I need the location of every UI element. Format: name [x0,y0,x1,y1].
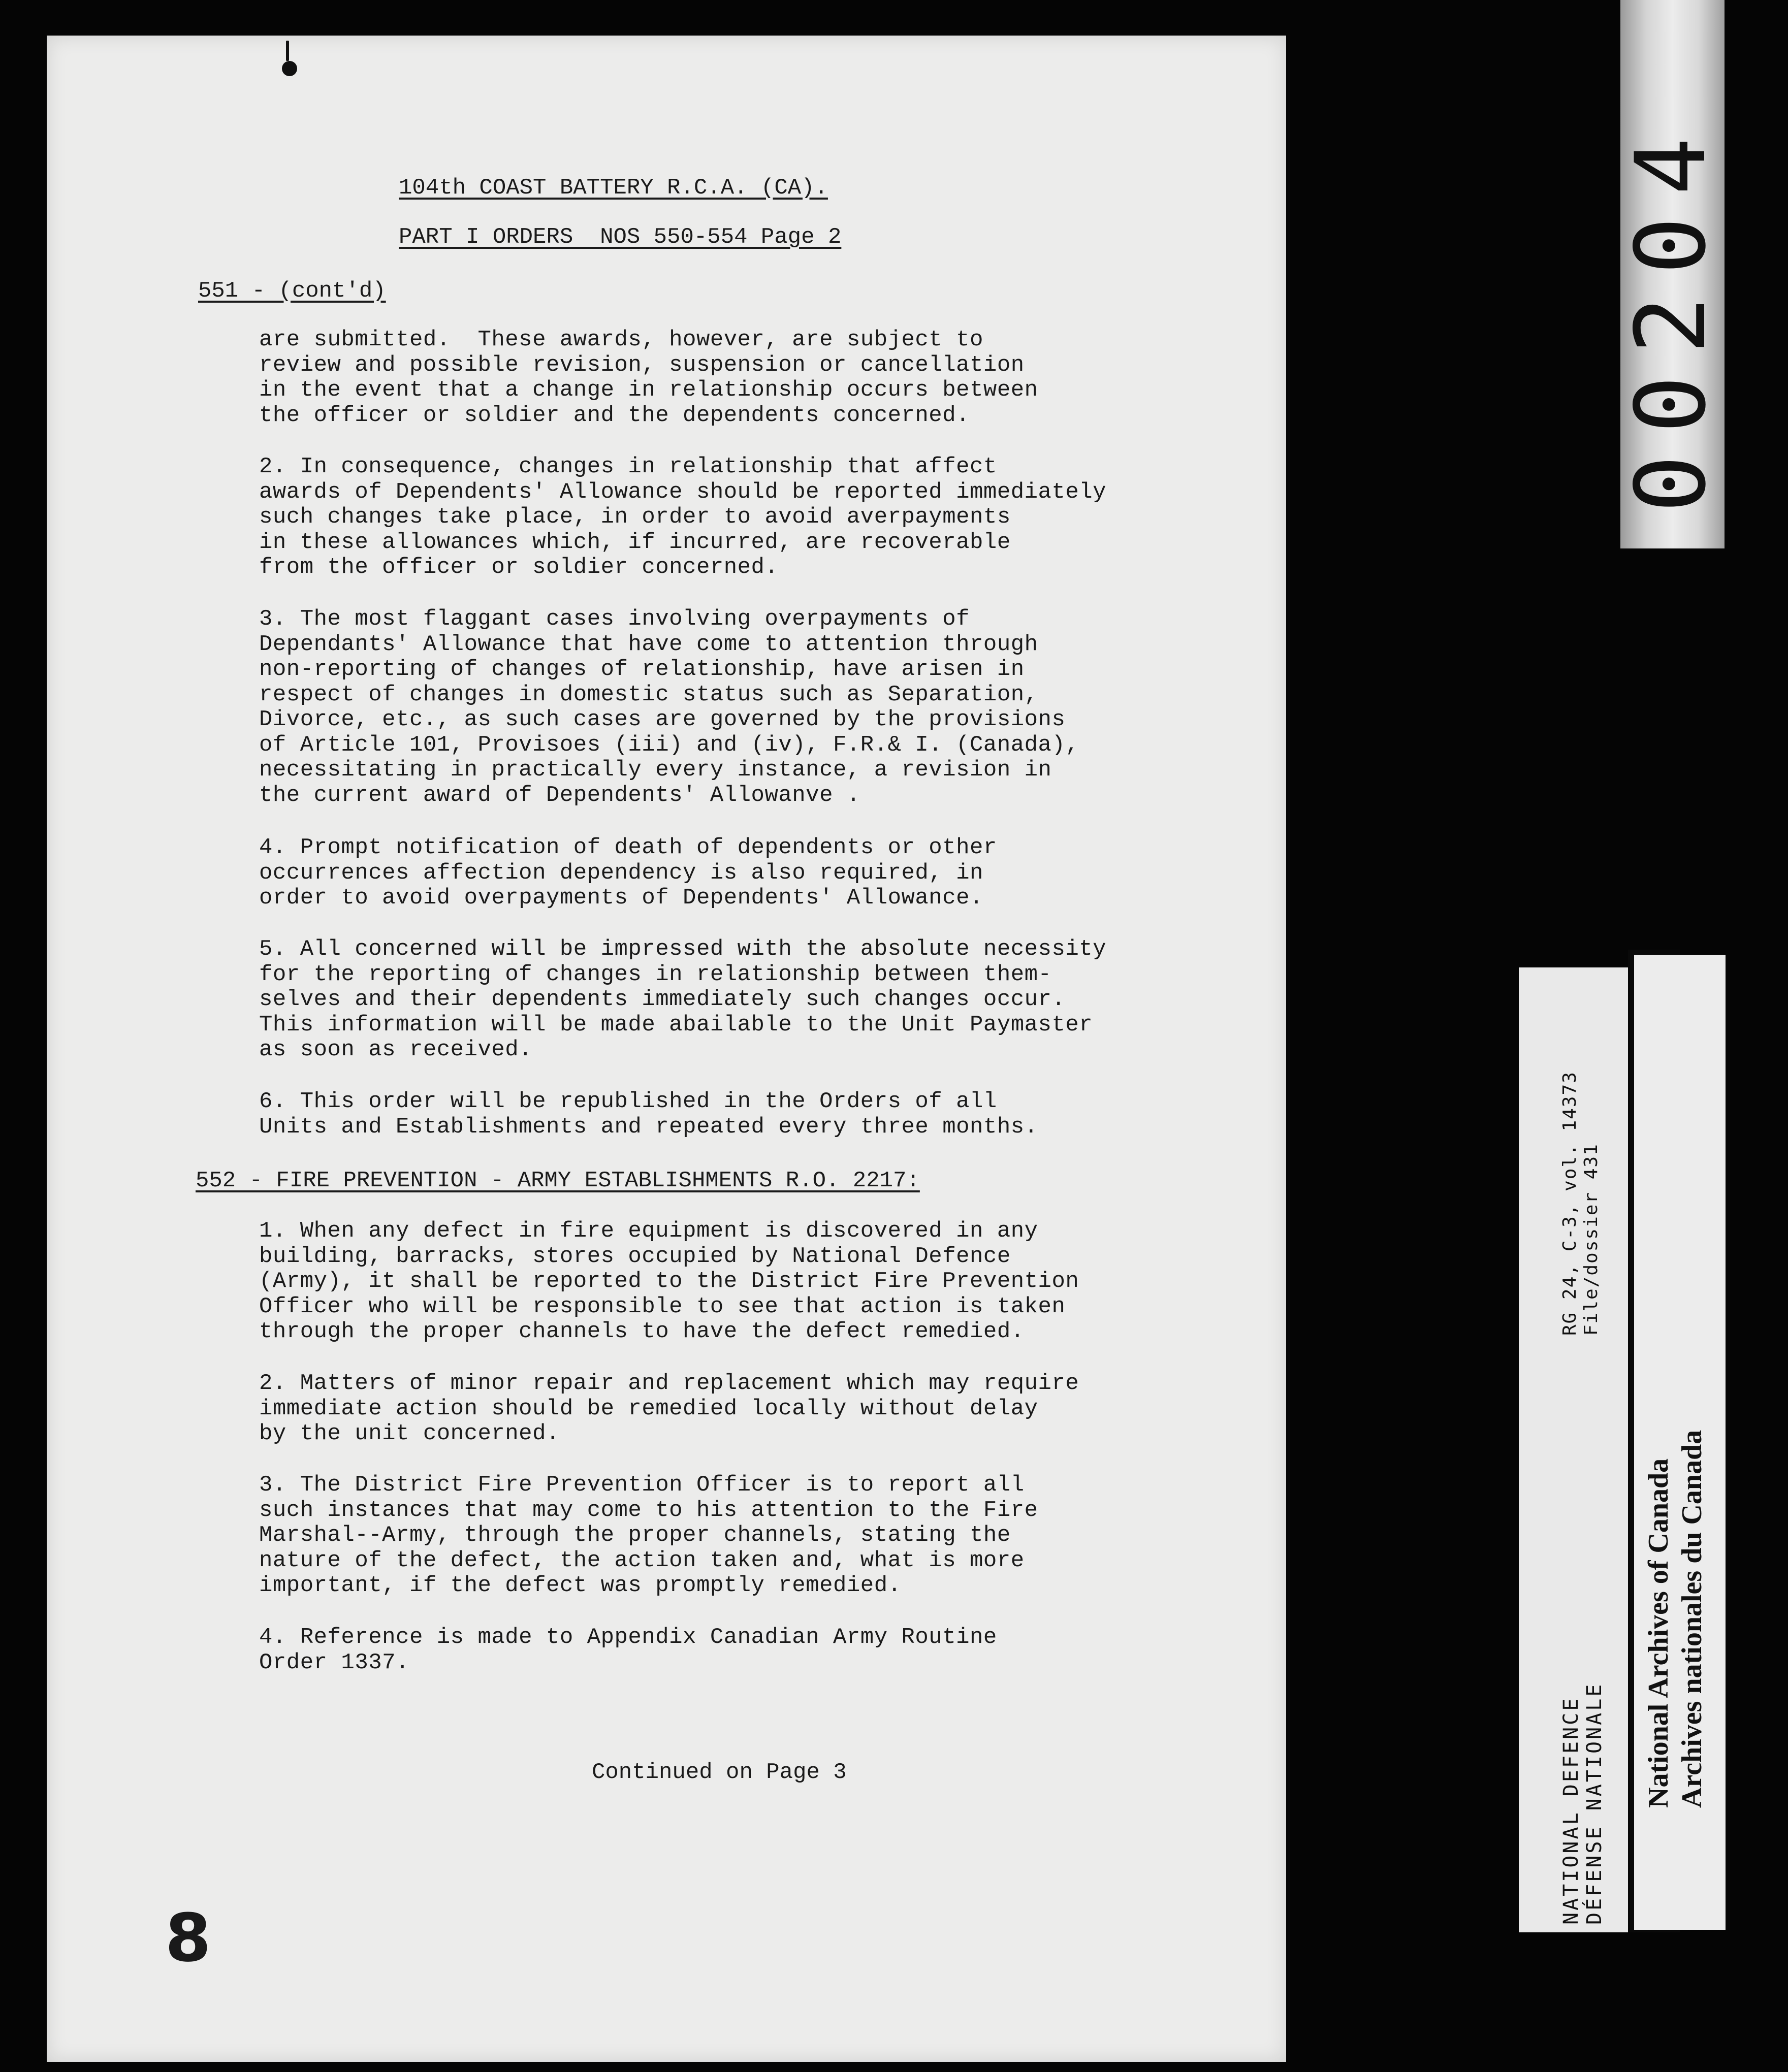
section-552-paragraph-1: 1. When any defect in fire equipment is discovered in any building, barracks, stores occupied by National Defence (Army), it shall be reported to the District Fire Prevention Officer who will be responsible to see that action is taken through the proper channels to have the defect remedied. [259,1218,1079,1344]
section-551-paragraph-6: 6. This order will be republished in the Orders of all Units and Establishments and repeated every three months. [259,1089,1038,1140]
section-552-paragraph-4: 4. Reference is made to Appendix Canadian Army Routine Order 1337. [259,1625,997,1675]
punch-hole-tick [286,41,289,61]
section-551-heading: 551 - (cont'd) [198,278,386,304]
section-551-paragraph-5: 5. All concerned will be impressed with the absolute necessity for the reporting of changes in relationship between them- selves and their dependents immediately such changes occur. This information will be made abailable to the Unit Paymaster as soon as received. [259,936,1107,1062]
archive-reference-line-1: RG 24, C-3, vol. 14373 [1559,1071,1580,1336]
archives-name-en: National Archives of Canada [1643,1458,1674,1808]
frame-number: 00204 [1615,116,1727,513]
section-552-paragraph-3: 3. The District Fire Prevention Officer is to report all such instances that may come to his attention to the Fire Marshal--Army, through the proper channels, stating the nature of the defect, the action taken and, what is more important, if the defect was promptly remedied. [259,1472,1038,1598]
section-551-paragraph-3: 3. The most flaggant cases involving overpayments of Dependants' Allowance that have come to attention through non-reporting of changes of relationship, have arisen in respect of changes in domestic status such as Separation, Divorce, etc., as such cases are governed by the provisions of Article 101, Provisoes (iii) and (iv), F.R.& I. (Canada), necessitating in practically every instance, a revision in the current award of Dependents' Allowanve . [259,606,1079,808]
document-title: 104th COAST BATTERY R.C.A. (CA). [399,175,828,201]
document-subtitle: PART I ORDERS NOS 550-554 Page 2 [399,224,842,250]
section-551-paragraph-4: 4. Prompt notification of death of dependents or other occurrences affection dependency is also required, in order to avoid overpayments of Dependents' Allowance. [259,835,997,911]
section-552-paragraph-2: 2. Matters of minor repair and replacement which may require immediate action should be remedied locally without delay by the unit concerned. [259,1371,1079,1446]
archive-reference-line-2: File/dossier 431 [1581,1143,1602,1336]
section-551-paragraph-1: are submitted. These awards, however, are subject to review and possible revision, suspension or cancellation in the event that a change in relationship occurs between the officer or soldier and the dependents concerned. [259,327,1038,428]
department-fr: DÉFENSE NATIONALE [1583,1682,1606,1925]
section-551-paragraph-2: 2. In consequence, changes in relationship that affect awards of Dependents' Allowance should be reported immediately such changes take place, in order to avoid averpayments in these allowances which, if incurred, are recoverable from the officer or soldier concerned. [259,454,1107,580]
section-552-heading: 552 - FIRE PREVENTION - ARMY ESTABLISHMENTS R.O. 2217: [196,1168,920,1193]
continued-note: Continued on Page 3 [592,1760,847,1785]
archives-name-fr: Archives nationales du Canada [1676,1430,1708,1808]
department-en: NATIONAL DEFENCE [1559,1696,1583,1925]
page-mark: 8 [165,1899,211,1977]
punch-hole-mark [282,61,297,76]
